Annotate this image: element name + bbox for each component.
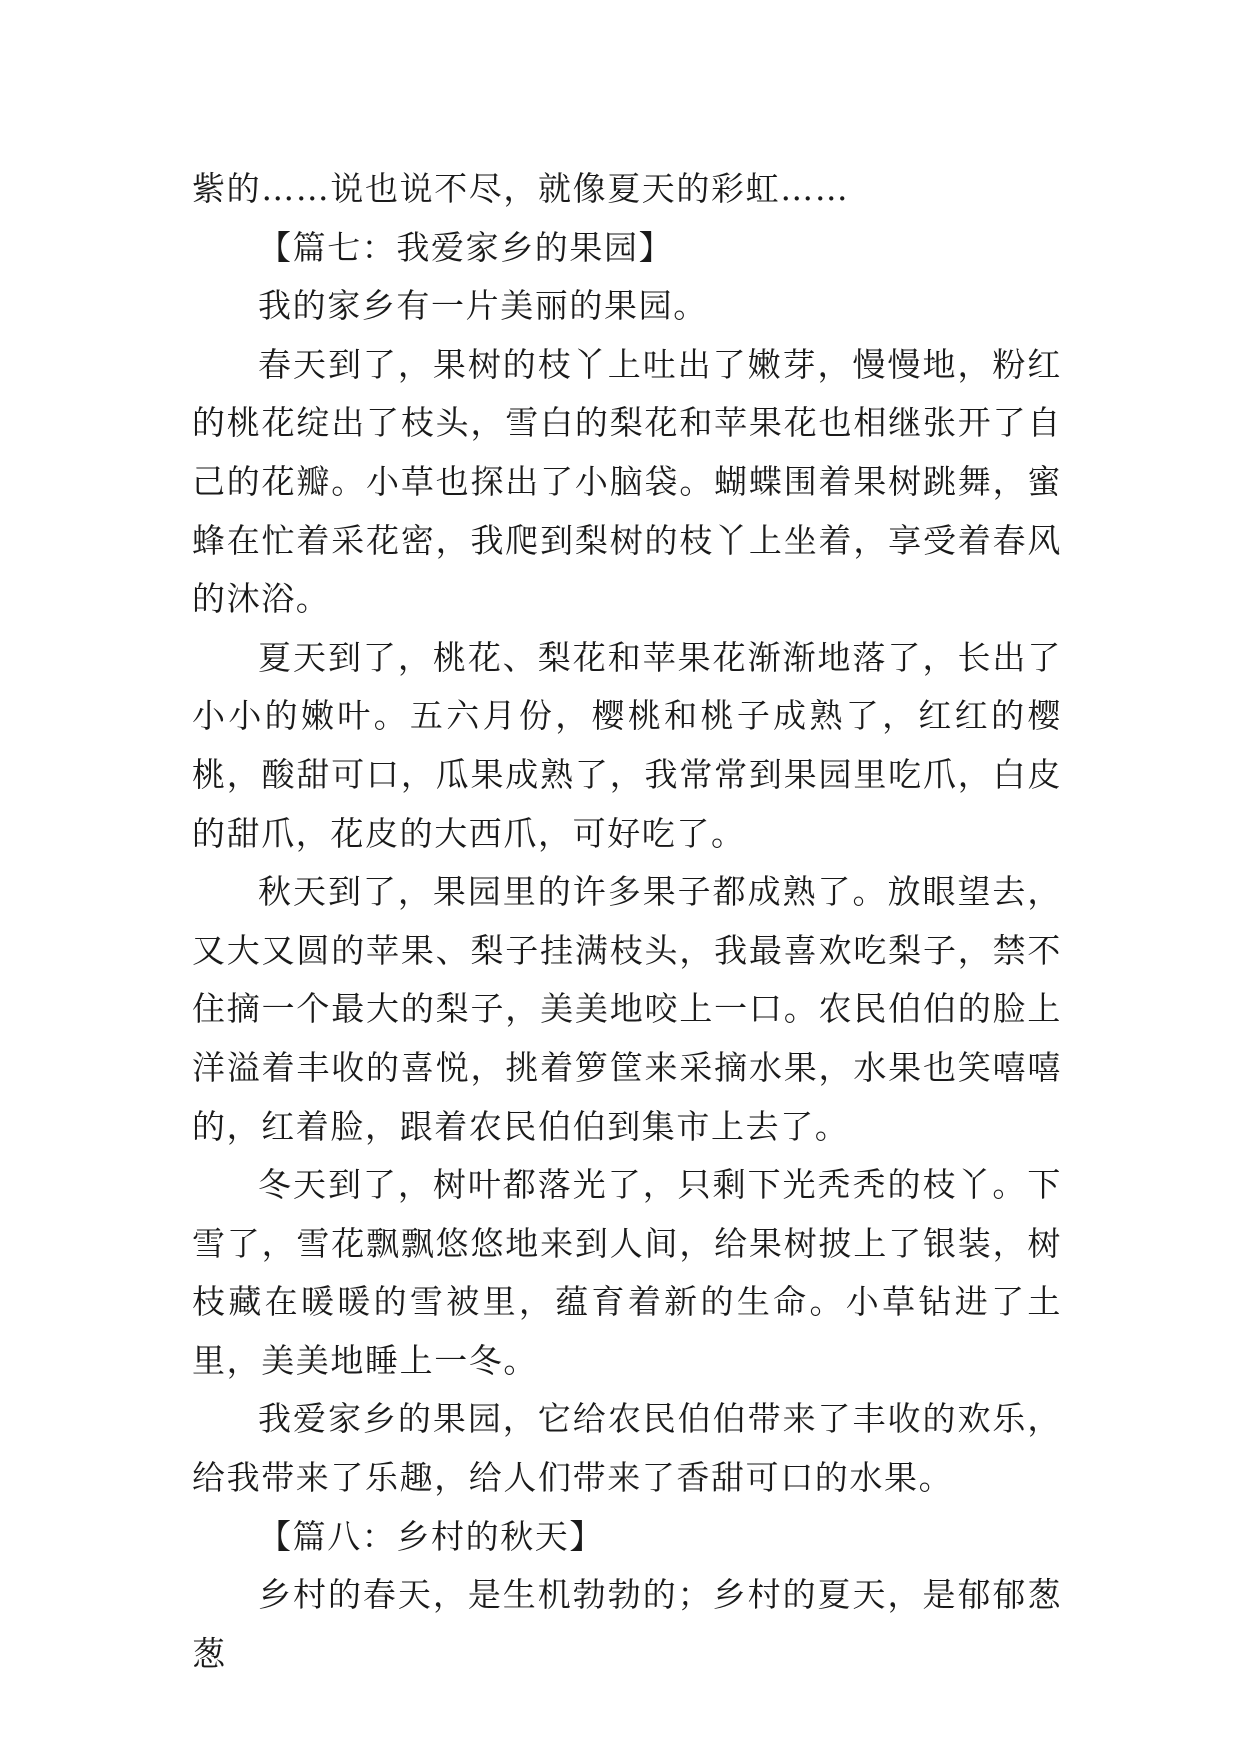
paragraph: 乡村的春天，是生机勃勃的；乡村的夏天，是郁郁葱葱 bbox=[192, 1575, 1062, 1673]
paragraph: 我的家乡有一片美丽的果园。 bbox=[258, 286, 708, 326]
section-heading-8: 【篇八：乡村的秋天】 bbox=[258, 1516, 604, 1556]
paragraph: 秋天到了，果园里的许多果子都成熟了。放眼望去，又大又圆的苹果、梨子挂满枝头，我最喜欢吃梨子，禁不住摘一个最大的梨子，美美地咬上一口。农民伯伯的脸上洋溢着丰收的喜悦，挑着箩筐来采摘水果，水果也笑嘻嘻的，红着脸，跟着农民伯伯到集市上去了。 bbox=[192, 872, 1062, 1146]
section-heading-7: 【篇七：我爱家乡的果园】 bbox=[258, 227, 674, 267]
document-body bbox=[192, 160, 1062, 1683]
paragraph: 夏天到了，桃花、梨花和苹果花渐渐地落了，长出了小小的嫩叶。五六月份，樱桃和桃子成熟了，红红的樱桃，酸甜可口，瓜果成熟了，我常常到果园里吃爪，白皮的甜爪，花皮的大西爪，可好吃了。 bbox=[192, 637, 1062, 853]
paragraph-continuation: 紫的……说也说不尽，就像夏天的彩虹…… bbox=[192, 169, 850, 208]
paragraph: 冬天到了，树叶都落光了，只剩下光秃秃的枝丫。下雪了，雪花飘飘悠悠地来到人间，给果树披上了银装，树枝藏在暖暖的雪被里，蕴育着新的生命。小草钻进了土里，美美地睡上一冬。 bbox=[192, 1165, 1062, 1380]
paragraph: 春天到了，果树的枝丫上吐出了嫩芽，慢慢地，粉红的桃花绽出了枝头，雪白的梨花和苹果花也相继张开了自己的花瓣。小草也探出了小脑袋。蝴蝶围着果树跳舞，蜜蜂在忙着采花密，我爬到梨树的枝丫上坐着，享受着春风的沐浴。 bbox=[192, 344, 1062, 619]
paragraph: 我爱家乡的果园，它给农民伯伯带来了丰收的欢乐，给我带来了乐趣，给人们带来了香甜可口的水果。 bbox=[192, 1399, 1062, 1498]
